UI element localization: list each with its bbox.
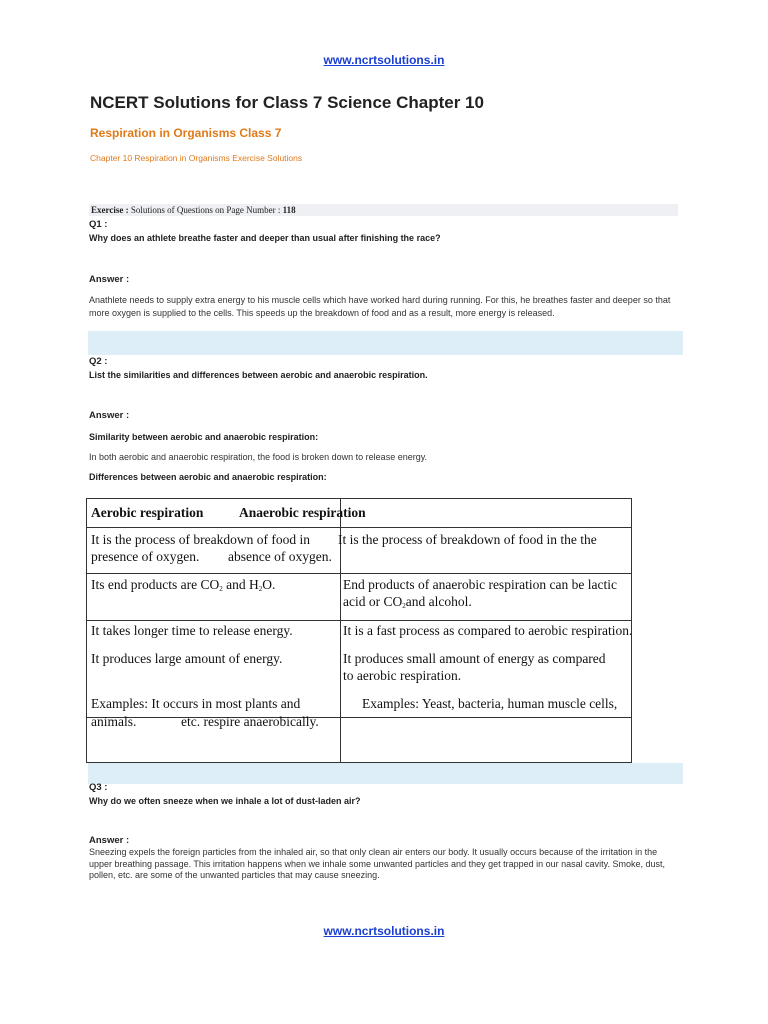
table-header-aerobic: Aerobic respiration bbox=[91, 505, 204, 520]
q1-answer-label: Answer : bbox=[89, 274, 130, 285]
table-text: It produces large amount of energy. bbox=[91, 651, 283, 666]
table-cell bbox=[341, 718, 632, 763]
table-text: etc. respire anaerobically. bbox=[181, 714, 319, 729]
table-subscript: 2 bbox=[219, 585, 223, 593]
table-text: Examples: Yeast, bacteria, human muscle cells, bbox=[362, 696, 618, 711]
exercise-label: Exercise : bbox=[91, 205, 129, 215]
chapter-caption: Chapter 10 Respiration in Organisms Exercise Solutions bbox=[90, 153, 303, 163]
separator-bar-1 bbox=[88, 331, 683, 355]
page-subtitle: Respiration in Organisms Class 7 bbox=[90, 126, 282, 140]
table-header-anaerobic: Anaerobic respiration bbox=[239, 505, 366, 520]
q3-answer-label: Answer : bbox=[89, 835, 130, 846]
page-title: NCERT Solutions for Class 7 Science Chapter 10 bbox=[90, 93, 484, 112]
table-text: presence of oxygen. bbox=[91, 549, 200, 564]
exercise-text: Solutions of Questions on Page Number : bbox=[130, 205, 281, 215]
q1-question: Why does an athlete breathe faster and deeper than usual after finishing the race? bbox=[89, 233, 441, 243]
q1-answer-text: Anathlete needs to supply extra energy to his muscle cells which have worked hard during running. For this, he breathes faster and deeper so that more oxygen is supplied to the cells. This speeds up the breakdown of food and as a result, more energy is released. bbox=[89, 295, 671, 318]
footer-site-link[interactable]: www.ncrtsolutions.in bbox=[323, 924, 445, 938]
q2-answer-label: Answer : bbox=[89, 410, 130, 421]
table-subscript: 2 bbox=[258, 585, 263, 593]
q3-question: Why do we often sneeze when we inhale a lot of dust-laden air? bbox=[89, 796, 361, 806]
q2-question: List the similarities and differences between aerobic and anaerobic respiration. bbox=[89, 370, 428, 380]
exercise-page: 118 bbox=[282, 205, 296, 215]
table-cell bbox=[341, 499, 632, 528]
table-text bbox=[91, 576, 275, 598]
table-text-part: acid or CO bbox=[343, 594, 403, 609]
table-subscript: 2 bbox=[402, 602, 406, 610]
header-site-link-wrap bbox=[0, 51, 768, 69]
q1-label: Q1 : bbox=[89, 219, 108, 230]
table-text: End products of anaerobic respiration can be lactic bbox=[343, 577, 618, 592]
table-text-part: and alcohol. bbox=[405, 594, 472, 609]
table-text: It produces small amount of energy as compared bbox=[343, 651, 606, 666]
table-text: It is a fast process as compared to aerobic respiration. bbox=[343, 623, 633, 638]
q3-label: Q3 : bbox=[89, 782, 108, 793]
q3-answer-text: Sneezing expels the foreign particles from the inhaled air, so that only clean air enters our body. It usually occurs because of the irritation in the upper breathing passage. This irritation happens when we inhale some unwanted particles and they get trapped in our nasal cavity. Smoke, dust, pollen, etc. are some of the unwanted particles that may cause sneezing. bbox=[89, 847, 666, 880]
q2-similarity-heading: Similarity between aerobic and anaerobic respiration: bbox=[89, 432, 319, 442]
table-text: It is the process of breakdown of food in bbox=[91, 532, 310, 547]
exercise-line bbox=[91, 205, 296, 215]
table-text bbox=[343, 593, 472, 615]
table-text: animals. bbox=[91, 714, 137, 729]
table-text: absence of oxygen. bbox=[228, 549, 332, 564]
q2-label: Q2 : bbox=[89, 356, 108, 367]
table-text-part: and H bbox=[222, 577, 259, 592]
table-text: to aerobic respiration. bbox=[343, 668, 462, 683]
separator-bar-2 bbox=[88, 763, 683, 784]
header-site-link[interactable]: www.ncrtsolutions.in bbox=[323, 53, 445, 67]
comparison-table bbox=[86, 498, 632, 763]
table-text-part: Its end products are CO bbox=[91, 577, 220, 592]
table-text: It takes longer time to release energy. bbox=[91, 623, 293, 638]
table-text: Examples: It occurs in most plants and bbox=[91, 696, 301, 711]
q2-differences-heading: Differences between aerobic and anaerobic respiration: bbox=[89, 472, 327, 482]
table-text: It is the process of breakdown of food in the the bbox=[338, 532, 597, 547]
table-text-part: O. bbox=[262, 577, 276, 592]
q2-similarity-text: In both aerobic and anaerobic respiration, the food is broken down to release energy. bbox=[89, 452, 428, 462]
footer-site-link-wrap bbox=[0, 922, 768, 940]
